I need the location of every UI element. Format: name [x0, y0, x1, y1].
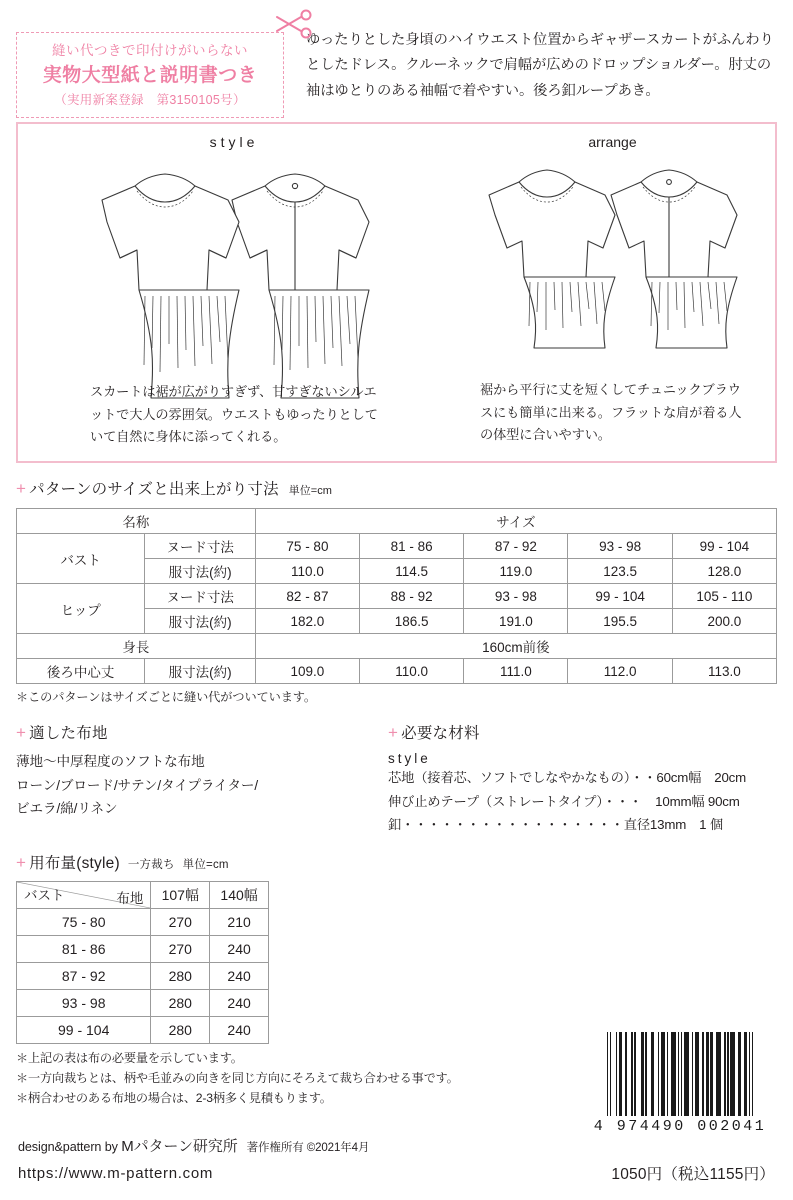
- cell: 109.0: [255, 659, 359, 684]
- illustration-panel: [16, 122, 777, 463]
- header-size-cell: サイズ: [255, 509, 776, 534]
- table-row-height: [17, 634, 777, 659]
- table-row: [17, 1016, 269, 1043]
- intro-description: [284, 14, 777, 118]
- size-heading-text: パターンのサイズと出来上がり寸法: [29, 481, 279, 498]
- width-header: 140幅: [210, 881, 269, 908]
- design-by-label: design&pattern by: [18, 1140, 122, 1154]
- style-figure: [18, 150, 450, 415]
- dress-illustration-style: [69, 150, 399, 415]
- yardage-note: ＊上記の表は布の必要量を示しています。: [16, 1050, 243, 1065]
- cell: 113.0: [672, 659, 776, 684]
- website-url[interactable]: https://www.m-pattern.com: [18, 1165, 214, 1182]
- height-label: 身長: [17, 634, 256, 659]
- table-header-row: [17, 509, 777, 534]
- materials-section-heading: [388, 721, 777, 743]
- row-sub: ヌード寸法: [145, 584, 255, 609]
- cell: 240: [210, 962, 269, 989]
- cell: 87 - 92: [464, 534, 568, 559]
- cell: 75 - 80: [255, 534, 359, 559]
- barcode: [585, 1031, 775, 1135]
- cell: 191.0: [464, 609, 568, 634]
- cell: 182.0: [255, 609, 359, 634]
- row-label-hip: ヒップ: [17, 584, 145, 634]
- yardage-table: [16, 881, 269, 1044]
- cell: 110.0: [360, 659, 464, 684]
- fabric-materials-row: [0, 705, 793, 837]
- size-section-heading: [16, 477, 777, 499]
- size-unit-label: 単位=cm: [288, 485, 332, 497]
- plus-icon: +: [388, 723, 399, 742]
- dress-illustration-arrange: [463, 150, 763, 365]
- yardage-cut-type: 一方裁ち: [127, 858, 175, 871]
- arrange-column: [450, 124, 775, 461]
- badge-line-3: （実用新案登録 第3150105号）: [54, 92, 246, 107]
- size-table: [16, 508, 777, 684]
- fabric-heading-text: 適した布地: [29, 725, 108, 742]
- cell: 110.0: [255, 559, 359, 584]
- brand-name: Mパターン研究所: [121, 1138, 238, 1155]
- material-item: 釦・・・・・・・・・・・・・・・・・直径13mm 1 個: [388, 817, 723, 833]
- bust-cell: 75 - 80: [17, 908, 151, 935]
- cell: 99 - 104: [672, 534, 776, 559]
- row-sub: 服寸法(約): [145, 559, 255, 584]
- cell: 99 - 104: [568, 584, 672, 609]
- badge-line-2: 実物大型紙と説明書つき: [42, 65, 258, 87]
- cell: 112.0: [568, 659, 672, 684]
- table-row: [17, 935, 269, 962]
- size-section: [0, 463, 793, 705]
- plus-icon: +: [16, 723, 27, 742]
- arrange-title: arrange: [588, 134, 637, 150]
- page-header: [0, 0, 793, 118]
- bust-cell: 93 - 98: [17, 989, 151, 1016]
- cell: 280: [151, 1016, 210, 1043]
- back-length-label: 後ろ中心丈: [17, 659, 145, 684]
- size-table-note: ＊このパターンはサイズごとに縫い代がついています。: [16, 690, 316, 704]
- table-row: [17, 584, 777, 609]
- cell: 93 - 98: [568, 534, 672, 559]
- bust-cell: 81 - 86: [17, 935, 151, 962]
- materials-section: [384, 721, 777, 837]
- material-item: 伸び止めテープ（ストレートタイプ）・・・ 10mm幅 90cm: [388, 793, 740, 809]
- corner-top-label: 布地: [116, 890, 144, 906]
- scissors-icon: [271, 9, 315, 39]
- bust-cell: 99 - 104: [17, 1016, 151, 1043]
- cell: 123.5: [568, 559, 672, 584]
- cell: 111.0: [464, 659, 568, 684]
- cell: 186.5: [360, 609, 464, 634]
- barcode-digits: 4 974490 002041: [593, 1118, 767, 1135]
- row-sub: 服寸法(約): [145, 609, 255, 634]
- header-name-cell: 名称: [17, 509, 256, 534]
- pattern-included-badge: [16, 32, 284, 118]
- copyright-text: 著作権所有 ©2021年4月: [246, 1142, 370, 1154]
- cell: 240: [210, 935, 269, 962]
- cell: 240: [210, 989, 269, 1016]
- fabric-section: [16, 721, 384, 837]
- style-caption: スカートは裾が広がりすぎず、甘すぎないシルエットで大人の雰囲気。ウエストもゆったりとしていて自然に身体に添ってくれる。: [90, 383, 378, 445]
- yardage-unit-label: 単位=cm: [182, 858, 229, 871]
- arrange-caption: 裾から平行に丈を短くしてチュニックブラウスにも簡単に出来る。フラットな肩が着る人の体型に合いやすい。: [480, 381, 742, 443]
- fabric-section-heading: [16, 721, 384, 743]
- price-label: 1050円（税込1155円）: [611, 1166, 775, 1183]
- yardage-heading-text: 用布量(style): [29, 854, 120, 872]
- cell: 210: [210, 908, 269, 935]
- style-title: style: [209, 134, 259, 150]
- table-row: [17, 908, 269, 935]
- corner-bottom-label: バスト: [24, 887, 65, 903]
- width-header: 107幅: [151, 881, 210, 908]
- cell: 195.5: [568, 609, 672, 634]
- badge-line-1: 縫い代つきで印付けがいらない: [52, 43, 248, 58]
- cell: 119.0: [464, 559, 568, 584]
- barcode-bars: [585, 1031, 775, 1116]
- plus-icon: +: [16, 852, 27, 872]
- cell: 280: [151, 989, 210, 1016]
- arrange-figure: [450, 150, 775, 365]
- cell: 200.0: [672, 609, 776, 634]
- cell: 81 - 86: [360, 534, 464, 559]
- height-value: 160cm前後: [255, 634, 776, 659]
- yardage-note: ＊柄合わせのある布地の場合は、2-3柄多く見積もります。: [16, 1090, 332, 1105]
- table-row-back-length: [17, 659, 777, 684]
- materials-style-label: style: [388, 751, 431, 766]
- cell: 88 - 92: [360, 584, 464, 609]
- credit-line: [18, 1135, 369, 1156]
- row-sub: ヌード寸法: [145, 534, 255, 559]
- row-label-bust: バスト: [17, 534, 145, 584]
- materials-heading-text: 必要な材料: [401, 725, 480, 742]
- table-row: [17, 534, 777, 559]
- yardage-corner-cell: [17, 881, 151, 908]
- fabric-lines: [16, 750, 384, 821]
- yardage-header-row: [17, 881, 269, 908]
- materials-list: [388, 766, 777, 837]
- cell: 240: [210, 1016, 269, 1043]
- cell: 114.5: [360, 559, 464, 584]
- style-column: [18, 124, 450, 461]
- plus-icon: +: [16, 479, 27, 498]
- intro-paragraph: ゆったりとした身頃のハイウエスト位置からギャザースカートがふんわりとしたドレス。クルーネックで肩幅が広めのドロップショルダー。肘丈の袖はゆとりのある袖幅で着やすい。後ろ釦ループあき。: [306, 32, 774, 99]
- cell: 93 - 98: [464, 584, 568, 609]
- fabric-line: ビエラ/綿/リネン: [16, 801, 118, 817]
- cell: 128.0: [672, 559, 776, 584]
- cell: 105 - 110: [672, 584, 776, 609]
- page-footer: [18, 1135, 369, 1182]
- cell: 270: [151, 935, 210, 962]
- fabric-line: 薄地〜中厚程度のソフトな布地: [16, 754, 205, 769]
- back-length-sub: 服寸法(約): [145, 659, 255, 684]
- cell: 82 - 87: [255, 584, 359, 609]
- material-item: 芯地（接着芯、ソフトでしなやかなもの）・・60cm幅 20cm: [388, 770, 747, 785]
- table-row: [17, 989, 269, 1016]
- yardage-note: ＊一方向裁ちとは、柄や毛並みの向きを同じ方向にそろえて裁ち合わせる事です。: [16, 1070, 459, 1085]
- cell: 270: [151, 908, 210, 935]
- yardage-section-heading: [16, 851, 777, 873]
- cell: 280: [151, 962, 210, 989]
- bust-cell: 87 - 92: [17, 962, 151, 989]
- table-row: [17, 962, 269, 989]
- fabric-line: ローン/ブロード/サテン/タイプライター/: [16, 777, 259, 793]
